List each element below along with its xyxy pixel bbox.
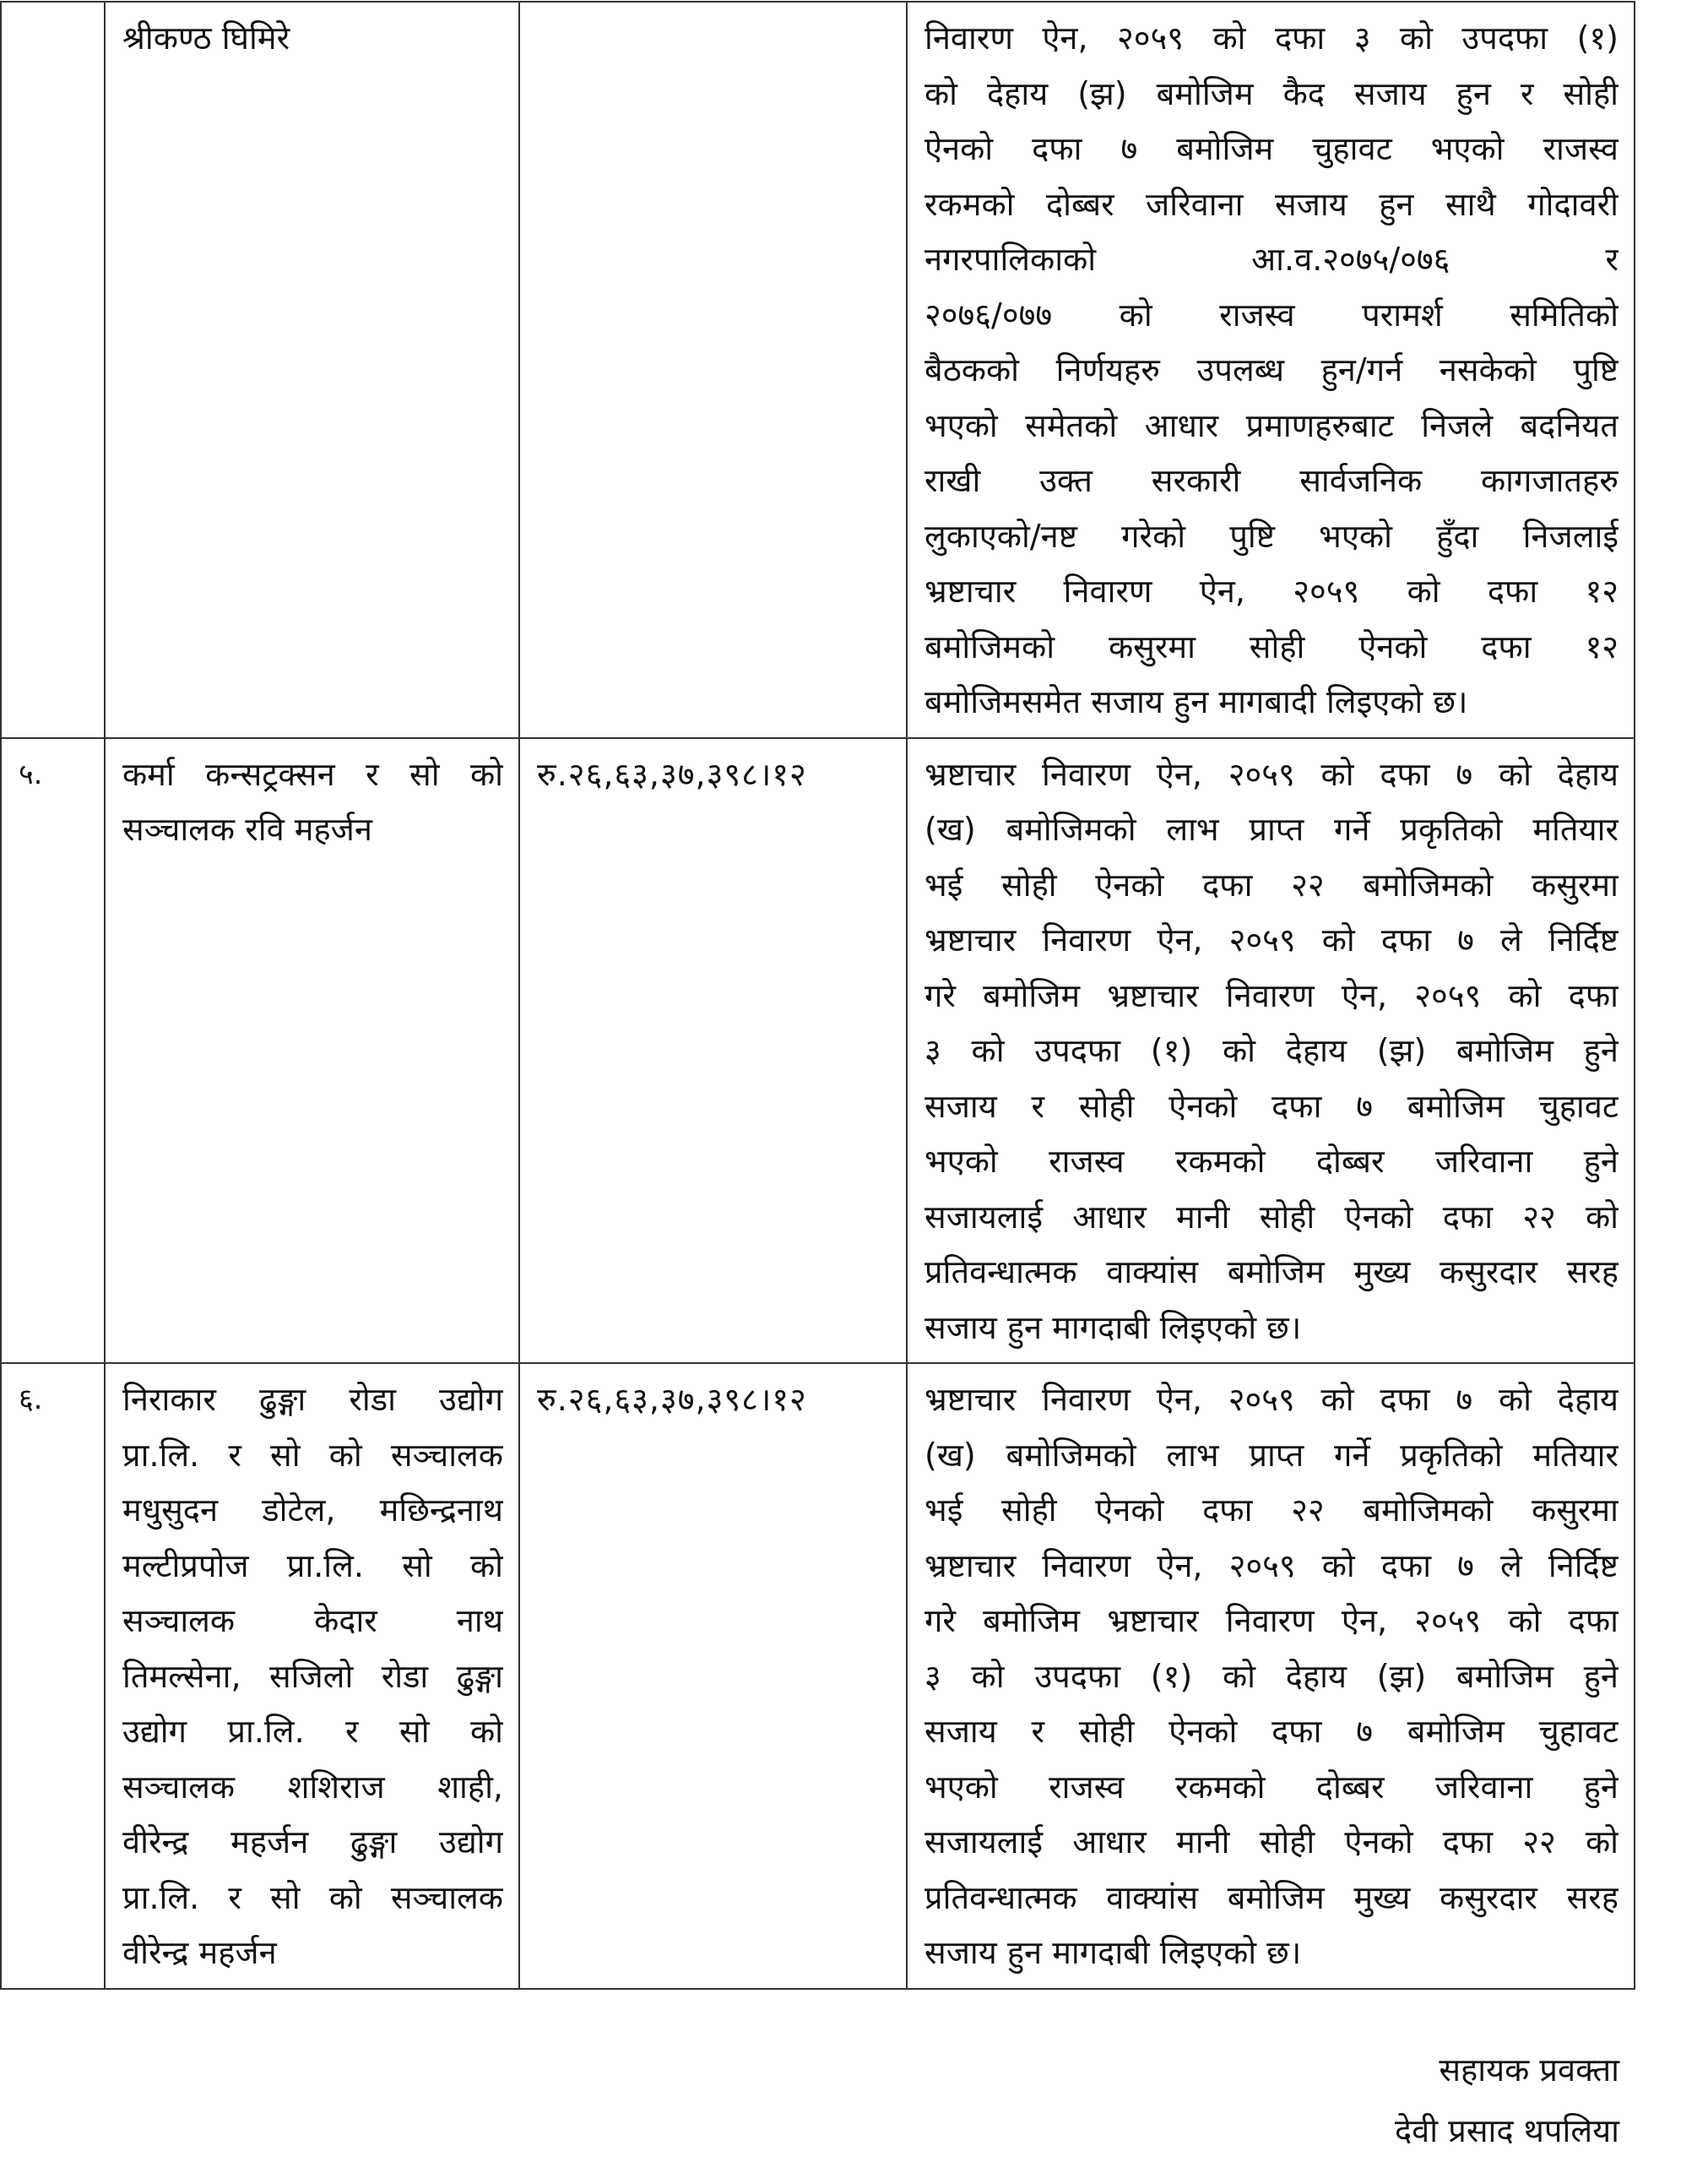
claim-text-line: भएको राजस्व रकमको दोब्बर जरिवाना हुने xyxy=(924,1768,1619,1806)
signatory-title: सहायक प्रवक्ता xyxy=(1439,2051,1619,2089)
claim-text-line: (ख) बमोजिमको लाभ प्राप्त गर्ने प्रकृतिको मतियार xyxy=(924,1436,1619,1474)
claim-text-line: राखी उक्त सरकारी सार्वजनिक कागजातहरु xyxy=(924,462,1619,499)
defendant-cell xyxy=(105,1363,519,1989)
claim-text-line: को देहाय (झ) बमोजिम कैद सजाय हुन र सोही xyxy=(924,74,1619,112)
amount-cell xyxy=(519,1363,907,1989)
claim-text-line: ऐनको दफा ७ बमोजिम चुहावट भएको राजस्व xyxy=(924,130,1619,167)
claim-text-line: ३ को उपदफा (१) को देहाय (झ) बमोजिम हुने xyxy=(924,1032,1619,1069)
amount-value: रु.२६,६३,३७,३९८।१२ xyxy=(537,755,807,793)
case-table xyxy=(0,1,1635,1990)
amount-value: रु.२६,६३,३७,३९८।१२ xyxy=(537,1381,807,1418)
claim-text-line: भई सोही ऐनको दफा २२ बमोजिमको कसुरमा xyxy=(924,1491,1619,1529)
table-row xyxy=(1,738,1635,1364)
claim-text-line: ३ को उपदफा (१) को देहाय (झ) बमोजिम हुने xyxy=(924,1657,1619,1695)
signature-block xyxy=(1395,2040,1619,2161)
serial-number: ५. xyxy=(19,757,43,791)
defendant-name-line: प्रा.लि. र सो को सञ्चालक xyxy=(122,1436,503,1474)
defendant-name-line: निराकार ढुङ्गा रोडा उद्योग xyxy=(122,1381,503,1418)
claim-text-line: सजाय हुन मागदाबी लिइएको छ। xyxy=(924,1308,1302,1346)
claim-text-line: रकमको दोब्बर जरिवाना सजाय हुन साथै गोदावरी xyxy=(924,185,1619,223)
claim-text-line: गरे बमोजिम भ्रष्टाचार निवारण ऐन, २०५९ को दफा xyxy=(924,1602,1619,1639)
claim-text-line: भ्रष्टाचार निवारण ऐन, २०५९ को दफा १२ xyxy=(924,573,1619,610)
defendant-name-line: प्रा.लि. र सो को सञ्चालक xyxy=(122,1878,503,1916)
claim-text-line: बमोजिमको कसुरमा सोही ऐनको दफा १२ xyxy=(924,627,1619,665)
claim-text-line: सजायलाई आधार मानी सोही ऐनको दफा २२ को xyxy=(924,1198,1619,1236)
claim-text-line: २०७६/०७७ को राजस्व परामर्श समितिको xyxy=(924,296,1619,334)
claim-text-line: सजाय र सोही ऐनको दफा ७ बमोजिम चुहावट xyxy=(924,1713,1619,1750)
claim-text-line: नगरपालिकाको आ.व.२०७५/०७६ र xyxy=(924,241,1619,278)
claim-text-line: भ्रष्टाचार निवारण ऐन, २०५९ को दफा ७ को देहाय xyxy=(924,755,1619,793)
claim-text-line: लुकाएको/नष्ट गरेको पुष्टि भएको हुँदा निजलाई xyxy=(924,517,1619,555)
defendant-name-line: सञ्चालक केदार नाथ xyxy=(122,1602,503,1639)
claim-cell xyxy=(907,2,1635,738)
defendant-name-line: वीरेन्द्र महर्जन ढुङ्गा उद्योग xyxy=(122,1823,503,1861)
claim-text-line: बैठकको निर्णयहरु उपलब्ध हुन/गर्न नसकेको पुष्टि xyxy=(924,351,1619,388)
claim-cell xyxy=(907,738,1635,1364)
serial-cell xyxy=(1,2,105,738)
serial-cell xyxy=(1,1363,105,1989)
claim-text-line: प्रतिवन्धात्मक वाक्यांस बमोजिम मुख्य कसुरदार सरह xyxy=(924,1253,1619,1290)
claim-text-line: भ्रष्टाचार निवारण ऐन, २०५९ को दफा ७ को देहाय xyxy=(924,1381,1619,1418)
defendant-name-line: सञ्चालक शशिराज शाही, xyxy=(122,1768,503,1806)
claim-text-line: प्रतिवन्धात्मक वाक्यांस बमोजिम मुख्य कसुरदार सरह xyxy=(924,1878,1619,1916)
defendant-name-line: मल्टीप्रपोज प्रा.लि. सो को xyxy=(122,1546,503,1584)
signatory-name: देवी प्रसाद थपलिया xyxy=(1395,2112,1619,2149)
amount-cell xyxy=(519,738,907,1364)
claim-text-line: बमोजिमसमेत सजाय हुन मागबादी लिइएको छ। xyxy=(924,683,1468,720)
claim-text-line: (ख) बमोजिमको लाभ प्राप्त गर्ने प्रकृतिको मतियार xyxy=(924,811,1619,848)
claim-text-line: सजाय हुन मागदाबी लिइएको छ। xyxy=(924,1934,1302,1971)
defendant-name-line: सञ्चालक रवि महर्जन xyxy=(122,811,372,848)
serial-number: ६. xyxy=(19,1382,43,1416)
claim-text-line: सजाय र सोही ऐनको दफा ७ बमोजिम चुहावट xyxy=(924,1087,1619,1125)
defendant-name-line: उद्योग प्रा.लि. र सो को xyxy=(122,1713,503,1750)
claim-text-line: भ्रष्टाचार निवारण ऐन, २०५९ को दफा ७ ले निर्दिष्ट xyxy=(924,921,1619,959)
serial-cell xyxy=(1,738,105,1364)
defendant-name-line: वीरेन्द्र महर्जन xyxy=(122,1934,277,1971)
claim-text-line: भ्रष्टाचार निवारण ऐन, २०५९ को दफा ७ ले निर्दिष्ट xyxy=(924,1546,1619,1584)
defendant-cell xyxy=(105,738,519,1364)
defendant-cell xyxy=(105,2,519,738)
claim-text-line: गरे बमोजिम भ्रष्टाचार निवारण ऐन, २०५९ को दफा xyxy=(924,976,1619,1014)
defendant-name-line: श्रीकण्ठ घिमिरे xyxy=(122,19,290,57)
table-row xyxy=(1,1363,1635,1989)
amount-cell xyxy=(519,2,907,738)
claim-text-line: भएको समेतको आधार प्रमाणहरुबाट निजले बदनियत xyxy=(924,406,1619,444)
table-row xyxy=(1,2,1635,738)
claim-text-line: सजायलाई आधार मानी सोही ऐनको दफा २२ को xyxy=(924,1823,1619,1861)
defendant-name-line: कर्मा कन्सट्रक्सन र सो को xyxy=(122,755,503,793)
claim-text-line: निवारण ऐन, २०५९ को दफा ३ को उपदफा (१) xyxy=(924,19,1619,57)
claim-cell xyxy=(907,1363,1635,1989)
claim-text-line: भई सोही ऐनको दफा २२ बमोजिमको कसुरमा xyxy=(924,866,1619,904)
defendant-name-line: तिमल्सेना, सजिलो रोडा ढुङ्गा xyxy=(122,1657,503,1695)
claim-text-line: भएको राजस्व रकमको दोब्बर जरिवाना हुने xyxy=(924,1143,1619,1180)
defendant-name-line: मधुसुदन डोटेल, मछिन्द्रनाथ xyxy=(122,1491,503,1529)
